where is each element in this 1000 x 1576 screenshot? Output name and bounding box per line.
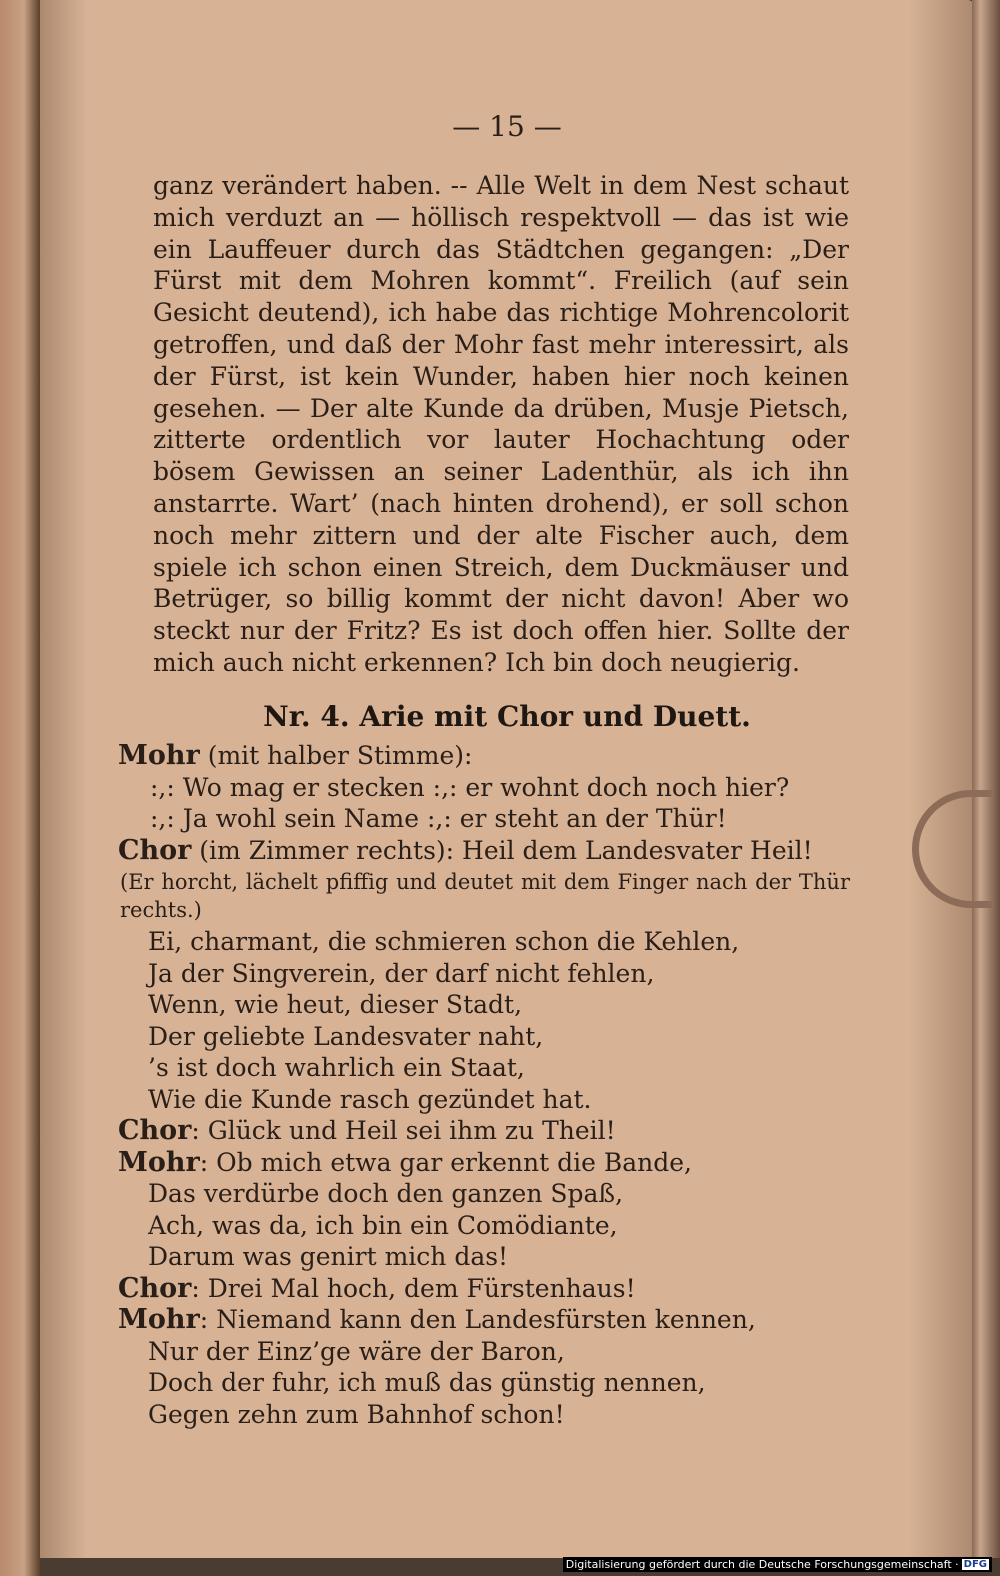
verse-line: Doch der fuhr, ich muß das günstig nennen, <box>148 1368 706 1397</box>
verse-line <box>118 1273 858 1305</box>
verse-line: Darum was genirt mich das! <box>148 1242 509 1271</box>
section-heading: Nr. 4. Arie mit Chor und Duett. <box>263 700 751 733</box>
speaker-name: Chor <box>118 1272 192 1304</box>
verse-line <box>118 1115 858 1147</box>
digitization-credit <box>563 1557 992 1572</box>
speaker-name: Mohr <box>118 1146 200 1178</box>
speaker-name: Chor <box>118 834 192 866</box>
verse-line <box>118 740 858 772</box>
prose-paragraph: ganz verändert haben. -- Alle Welt in dem Nest schaut mich verduzt an — höllisch respektvoll — das ist wie ein Lauffeuer durch das Städtchen gegangen: „Der Fürst mit dem Mohren kommt“. Freilich (auf sein Gesicht deutend), ich habe das richtige Mohrencolorit getroffen, und daß der Mohr fast mehr interessirt, als der Fürst, ist kein Wunder, haben hier noch keinen gesehen. — Der alte Kunde da drüben, Musje Pietsch, zitterte ordentlich vor lauter Hochachtung oder bösem Gewissen an seiner Ladenthür, als ich ihn anstarrte. Wart’ (nach hinten drohend), er soll schon noch mehr zittern und der alte Fischer auch, dem spiele ich schon einen Streich, dem Duckmäuser und Betrüger, so billig kommt der nicht davon! Aber wo steckt nur der Fritz? Es ist doch offen hier. Sollte der mich auch nicht erkennen? Ich bin doch neugierig. <box>153 171 849 677</box>
verse-line: Gegen zehn zum Bahnhof schon! <box>148 1399 565 1429</box>
previous-page-edge <box>0 0 40 1576</box>
verse-line: ’s ist doch wahrlich ein Staat, <box>148 1053 525 1082</box>
page-number: — 15 — <box>452 110 562 143</box>
verse-text: : Ob mich etwa gar erkennt die Bande, <box>199 1147 692 1177</box>
speaker-name: Mohr <box>118 740 200 771</box>
verse-line <box>118 1304 858 1336</box>
speaker-name: Mohr <box>118 1304 200 1335</box>
verse-line: Nur der Einz’ge wäre der Baron, <box>148 1336 565 1366</box>
stage-direction: (Er horcht, lächelt pfiffig und deutet mit dem Finger nach der Thür rechts.) <box>120 870 850 922</box>
verse-line: Wenn, wie heut, dieser Stadt, <box>148 990 523 1019</box>
verse-text: : Drei Mal hoch, dem Fürstenhaus! <box>191 1273 636 1303</box>
verse-line: :,: Wo mag er stecken :,: er wohnt doch noch hier? <box>150 772 790 802</box>
verse-block <box>118 740 858 1430</box>
verse-line: Das verdürbe doch den ganzen Spaß, <box>148 1179 624 1208</box>
credit-text: Digitalisierung gefördert durch die Deutsche Forschungsgemeinschaft · <box>565 1558 959 1571</box>
verse-line: Ei, charmant, die schmieren schon die Kehlen, <box>148 927 740 956</box>
speaker-name: Chor <box>118 1115 192 1146</box>
verse-line: Ja der Singverein, der darf nicht fehlen, <box>148 958 655 988</box>
verse-text: (mit halber Stimme): <box>199 741 473 770</box>
verse-line: Ach, was da, ich bin ein Comödiante, <box>148 1210 618 1240</box>
page-stack-edge <box>972 0 1000 1558</box>
verse-line: Der geliebte Landesvater naht, <box>148 1021 544 1051</box>
verse-text: : Glück und Heil sei ihm zu Theil! <box>191 1116 616 1145</box>
verse-line: :,: Ja wohl sein Name :,: er steht an der Thür! <box>150 804 727 833</box>
verse-text: (im Zimmer rechts): Heil dem Landesvater Heil! <box>191 835 813 865</box>
verse-line: Wie die Kunde rasch gezündet hat. <box>148 1084 592 1114</box>
verse-text: : Niemand kann den Landesfürsten kennen, <box>199 1305 756 1334</box>
verse-line <box>118 1147 858 1179</box>
dfg-logo: DFG <box>963 1559 987 1570</box>
verse-line <box>118 835 858 867</box>
